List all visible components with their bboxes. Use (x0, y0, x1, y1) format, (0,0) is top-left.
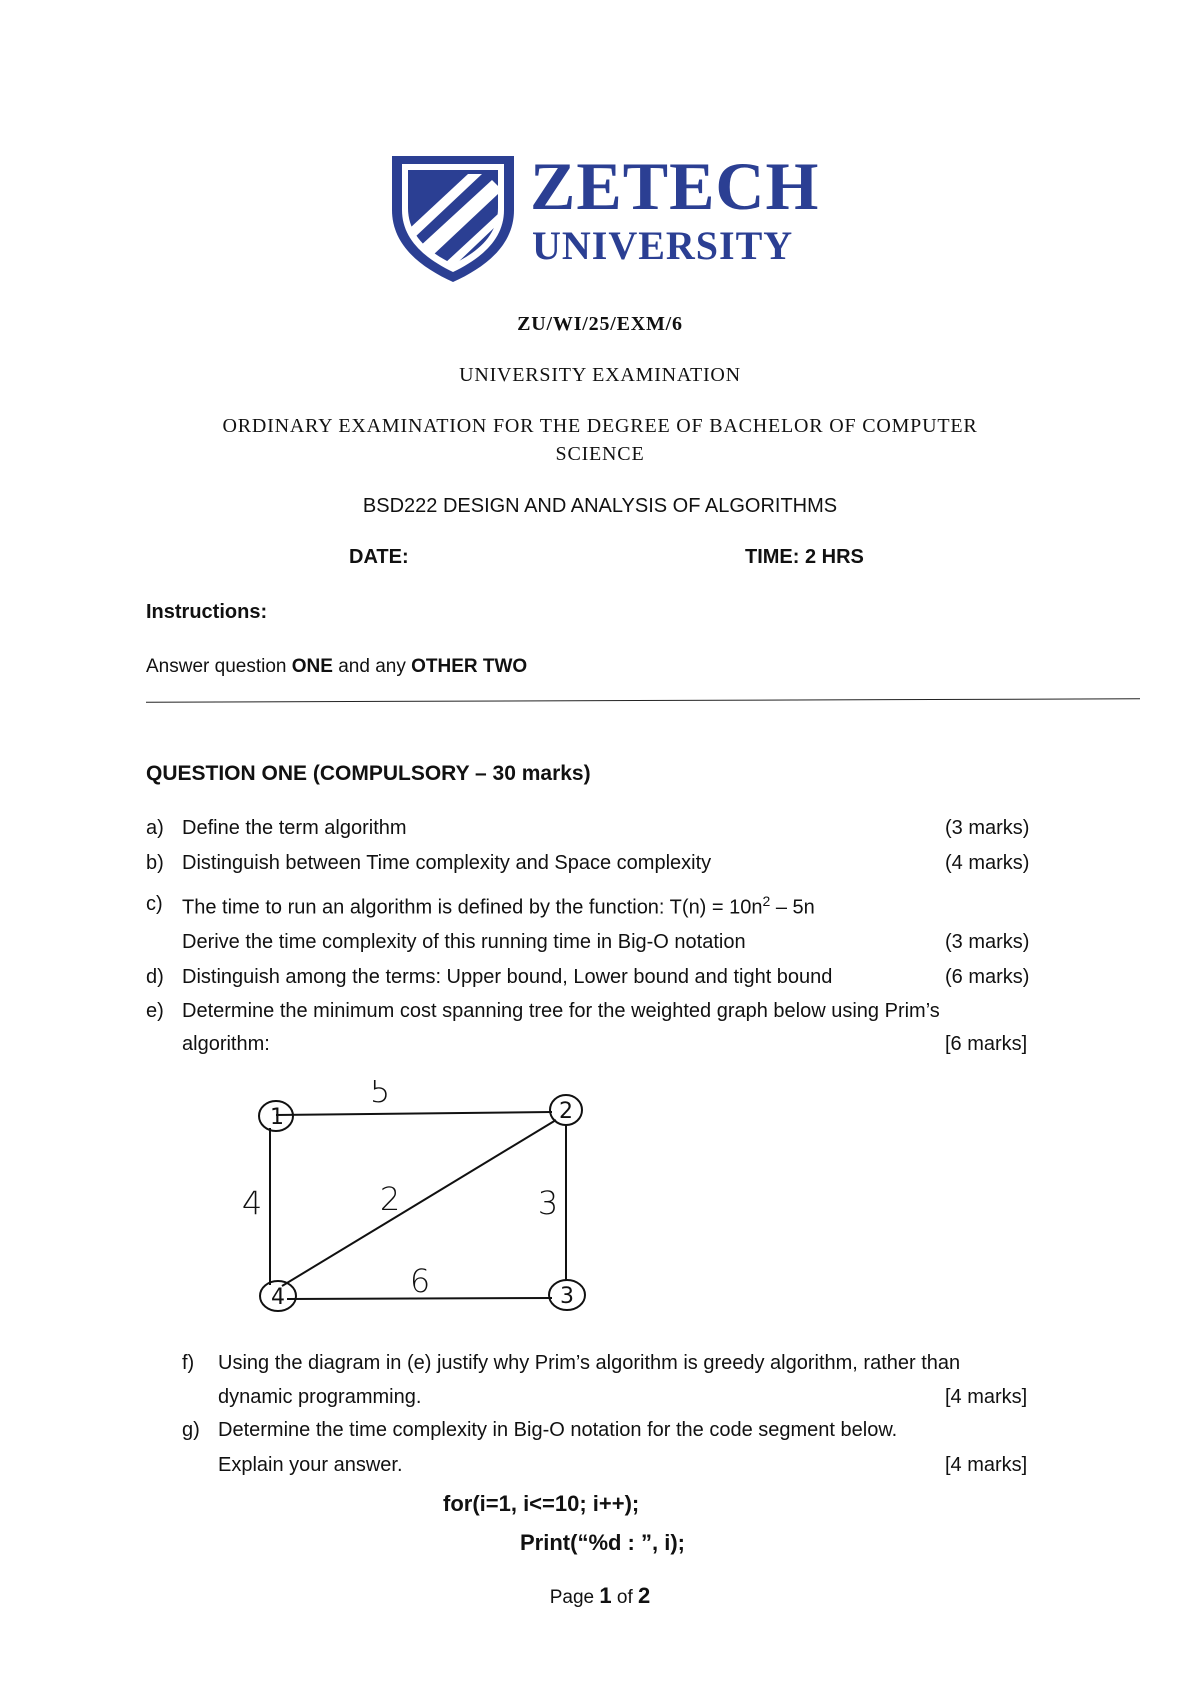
exam-reference: ZU/WI/25/EXM/6 (517, 313, 683, 335)
weighted-graph-diagram (230, 1080, 610, 1330)
footer-total-pages: 2 (638, 1583, 651, 1608)
item-c-function-tail: – 5n (770, 896, 815, 919)
edge-1-4-weight: 4 (241, 1184, 263, 1222)
item-b-marks: (4 marks) (945, 852, 1030, 874)
date-label: DATE: (349, 546, 409, 568)
instructions-heading: Instructions: (146, 601, 268, 623)
edge-1-2-weight: 5 (369, 1080, 391, 1110)
node-4-label: 4 (271, 1285, 285, 1310)
item-d-text: Distinguish among the terms: Upper bound, Lower bound and tight bound (182, 966, 833, 988)
edge-2-3-weight: 3 (537, 1184, 559, 1222)
time-label: TIME: 2 HRS (745, 546, 864, 568)
node-1-label: 1 (270, 1105, 284, 1130)
item-e-label: e) (146, 1000, 164, 1022)
item-g-label: g) (182, 1419, 200, 1441)
edge-4-3-weight: 6 (409, 1262, 431, 1300)
node-2-label: 2 (559, 1099, 573, 1124)
item-g-text: Determine the time complexity in Big-O notation for the code segment below. (218, 1419, 898, 1441)
node-3-label: 3 (560, 1284, 574, 1309)
item-c-label: c) (146, 893, 163, 915)
code-line-2: Print(“%d : ”, i); (520, 1530, 685, 1555)
item-f-text-2: dynamic programming. (218, 1386, 422, 1408)
instructions-text (146, 656, 527, 678)
degree-line-2: SCIENCE (555, 443, 645, 465)
item-c-function-text: The time to run an algorithm is defined by the function: T(n) = 10n (182, 896, 763, 919)
logo-wordmark-line1: ZETECH (530, 148, 820, 224)
item-b-label: b) (146, 852, 164, 874)
item-c-exponent: 2 (762, 893, 771, 909)
instructions-bold-other-two: OTHER TWO (411, 656, 528, 677)
instructions-part1: Answer question (146, 656, 292, 677)
item-g-text-2: Explain your answer. (218, 1454, 403, 1476)
course-title: BSD222 DESIGN AND ANALYSIS OF ALGORITHMS (362, 495, 838, 517)
item-e-text: Determine the minimum cost spanning tree for the weighted graph below using Prim’s (182, 1000, 940, 1022)
instructions-part2: and any (332, 656, 412, 677)
item-a-label: a) (146, 817, 164, 839)
item-e-marks: [6 marks] (945, 1033, 1028, 1055)
item-d-label: d) (146, 966, 164, 988)
instructions-bold-one: ONE (291, 656, 333, 677)
item-f-text: Using the diagram in (e) justify why Prim’s algorithm is greedy algorithm, rather than (218, 1352, 961, 1374)
item-f-label: f) (182, 1352, 195, 1374)
exam-type: UNIVERSITY EXAMINATION (459, 364, 741, 386)
question-one-title: QUESTION ONE (COMPULSORY – 30 marks) (146, 762, 591, 785)
footer-page-number: 1 (599, 1583, 612, 1608)
item-b-text: Distinguish between Time complexity and Space complexity (182, 852, 712, 874)
item-c-marks: (3 marks) (945, 931, 1030, 953)
item-c-text-2: Derive the time complexity of this running time in Big-O notation (182, 931, 746, 953)
item-c-text (182, 893, 815, 920)
item-f-marks: [4 marks] (945, 1386, 1028, 1408)
item-g-marks: [4 marks] (945, 1454, 1028, 1476)
footer-page-word: Page (549, 1587, 600, 1608)
university-logo (388, 150, 818, 290)
shield-icon (388, 150, 518, 286)
section-divider (146, 698, 1140, 702)
degree-line-1: ORDINARY EXAMINATION FOR THE DEGREE OF BACHELOR OF COMPUTER (222, 415, 978, 437)
edge-1-2 (276, 1112, 552, 1115)
item-e-text-2: algorithm: (182, 1033, 270, 1055)
item-a-text: Define the term algorithm (182, 817, 407, 839)
edge-2-4-weight: 2 (379, 1180, 401, 1218)
item-d-marks: (6 marks) (945, 966, 1030, 988)
code-line-1: for(i=1, i<=10; i++); (443, 1491, 640, 1516)
page-footer (0, 1583, 1200, 1609)
item-a-marks: (3 marks) (945, 817, 1030, 839)
footer-of-word: of (611, 1587, 639, 1608)
logo-wordmark-line2: UNIVERSITY (532, 223, 794, 268)
